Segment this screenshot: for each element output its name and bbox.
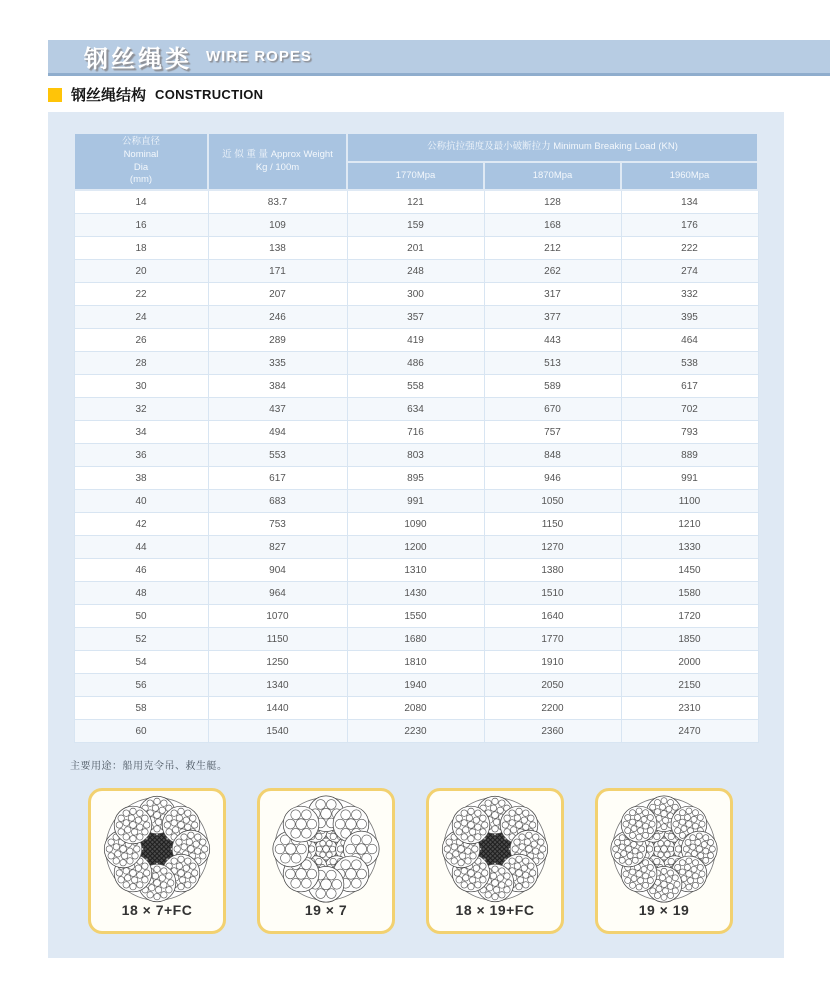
section-header [48, 84, 263, 105]
cell-mbl-1870: 757 [484, 421, 621, 444]
cell-mbl-1770: 991 [347, 490, 484, 513]
rope-cross-section-image [440, 794, 550, 904]
table-row [74, 444, 758, 467]
rope-cross-section-image [609, 794, 719, 904]
cell-mbl-1960: 222 [621, 237, 758, 260]
rope-card [88, 788, 226, 934]
cell-weight: 83.7 [208, 190, 347, 214]
table-row [74, 190, 758, 214]
cell-mbl-1870: 946 [484, 467, 621, 490]
cell-weight: 683 [208, 490, 347, 513]
cell-dia: 22 [74, 283, 208, 306]
table-row [74, 559, 758, 582]
cell-mbl-1870: 1510 [484, 582, 621, 605]
table-row [74, 674, 758, 697]
rope-cross-section-image [102, 794, 212, 904]
cell-mbl-1870: 1910 [484, 651, 621, 674]
cell-mbl-1770: 2230 [347, 720, 484, 743]
cell-dia: 54 [74, 651, 208, 674]
table-row [74, 352, 758, 375]
col1-line3: Dia [133, 161, 149, 173]
cell-mbl-1770: 248 [347, 260, 484, 283]
cell-mbl-1770: 121 [347, 190, 484, 214]
cell-mbl-1770: 1680 [347, 628, 484, 651]
cell-mbl-1870: 1640 [484, 605, 621, 628]
table-row [74, 467, 758, 490]
page-title-zh: 钢丝绳类 [84, 46, 192, 73]
cell-mbl-1960: 1100 [621, 490, 758, 513]
cell-weight: 904 [208, 559, 347, 582]
cell-mbl-1960: 332 [621, 283, 758, 306]
cell-weight: 753 [208, 513, 347, 536]
cell-mbl-1870: 1270 [484, 536, 621, 559]
section-title-zh: 钢丝绳结构 [71, 87, 147, 104]
table-row [74, 582, 758, 605]
cell-mbl-1770: 159 [347, 214, 484, 237]
cell-mbl-1870: 262 [484, 260, 621, 283]
cell-dia: 42 [74, 513, 208, 536]
cell-mbl-1960: 2150 [621, 674, 758, 697]
cell-mbl-1770: 1310 [347, 559, 484, 582]
cell-mbl-1770: 2080 [347, 697, 484, 720]
cell-weight: 1070 [208, 605, 347, 628]
cell-mbl-1870: 2050 [484, 674, 621, 697]
table-row [74, 697, 758, 720]
cell-mbl-1960: 1330 [621, 536, 758, 559]
cell-dia: 50 [74, 605, 208, 628]
page-banner [48, 40, 830, 76]
col-header-nominal-dia [74, 133, 208, 190]
rope-cross-section-image [271, 794, 381, 904]
cell-weight: 617 [208, 467, 347, 490]
table-row [74, 260, 758, 283]
cell-mbl-1960: 134 [621, 190, 758, 214]
table-row [74, 329, 758, 352]
cell-mbl-1870: 513 [484, 352, 621, 375]
col1-line4: (mm) [129, 174, 153, 186]
cell-mbl-1960: 1580 [621, 582, 758, 605]
col-header-1770mpa: 1770Mpa [347, 162, 484, 191]
cell-weight: 384 [208, 375, 347, 398]
cell-mbl-1870: 848 [484, 444, 621, 467]
cell-mbl-1870: 670 [484, 398, 621, 421]
cell-weight: 1440 [208, 697, 347, 720]
table-row [74, 513, 758, 536]
cell-mbl-1770: 803 [347, 444, 484, 467]
section-title-en: CONSTRUCTION [155, 87, 264, 102]
cell-mbl-1960: 991 [621, 467, 758, 490]
cell-mbl-1870: 1770 [484, 628, 621, 651]
table-row [74, 398, 758, 421]
table-row [74, 536, 758, 559]
cell-dia: 52 [74, 628, 208, 651]
col1-line1: 公称直径 [121, 136, 160, 147]
cell-mbl-1960: 617 [621, 375, 758, 398]
cell-mbl-1770: 895 [347, 467, 484, 490]
cell-mbl-1870: 168 [484, 214, 621, 237]
col-header-1870mpa: 1870Mpa [484, 162, 621, 191]
cell-dia: 16 [74, 214, 208, 237]
col2-line1: 近 似 重 量 Approx Weight [222, 148, 333, 160]
cell-dia: 18 [74, 237, 208, 260]
cell-mbl-1770: 1090 [347, 513, 484, 536]
cell-mbl-1770: 1810 [347, 651, 484, 674]
table-row [74, 720, 758, 743]
rope-type-label: 19 × 19 [638, 902, 690, 918]
cell-dia: 46 [74, 559, 208, 582]
rope-type-label: 18 × 19+FC [455, 902, 535, 918]
cell-dia: 26 [74, 329, 208, 352]
cell-dia: 56 [74, 674, 208, 697]
cell-weight: 494 [208, 421, 347, 444]
cell-mbl-1960: 702 [621, 398, 758, 421]
cell-weight: 1250 [208, 651, 347, 674]
cell-weight: 138 [208, 237, 347, 260]
table-row [74, 421, 758, 444]
table-row [74, 628, 758, 651]
yellow-square-icon [48, 88, 62, 102]
cell-dia: 20 [74, 260, 208, 283]
cell-mbl-1960: 2470 [621, 720, 758, 743]
table-row [74, 375, 758, 398]
cell-mbl-1870: 2200 [484, 697, 621, 720]
cell-weight: 1540 [208, 720, 347, 743]
cell-mbl-1960: 1850 [621, 628, 758, 651]
usage-note: 主要用途：船用克令吊、救生艇。 [70, 761, 228, 772]
cell-mbl-1870: 1150 [484, 513, 621, 536]
cell-weight: 246 [208, 306, 347, 329]
cell-mbl-1770: 357 [347, 306, 484, 329]
content-panel [48, 112, 784, 958]
col1-line2: Nominal [123, 148, 159, 160]
cell-weight: 964 [208, 582, 347, 605]
cell-mbl-1870: 317 [484, 283, 621, 306]
cell-dia: 24 [74, 306, 208, 329]
cell-mbl-1770: 1550 [347, 605, 484, 628]
cell-dia: 28 [74, 352, 208, 375]
rope-type-label: 19 × 7 [304, 902, 348, 918]
cell-mbl-1770: 201 [347, 237, 484, 260]
table-row [74, 651, 758, 674]
cell-dia: 34 [74, 421, 208, 444]
page-title-en: WIRE ROPES [206, 48, 312, 65]
cell-dia: 40 [74, 490, 208, 513]
col-header-breaking-load-group: 公称抗拉强度及最小破断拉力 Minimum Breaking Load (KN) [347, 133, 758, 162]
cell-dia: 38 [74, 467, 208, 490]
cell-dia: 32 [74, 398, 208, 421]
table-row [74, 283, 758, 306]
cell-mbl-1960: 464 [621, 329, 758, 352]
cell-weight: 289 [208, 329, 347, 352]
table-row [74, 490, 758, 513]
cell-dia: 60 [74, 720, 208, 743]
col-header-1960mpa: 1960Mpa [621, 162, 758, 191]
col-header-approx-weight [208, 133, 347, 190]
cell-mbl-1960: 538 [621, 352, 758, 375]
cell-mbl-1770: 300 [347, 283, 484, 306]
rope-card [257, 788, 395, 934]
cell-mbl-1960: 1720 [621, 605, 758, 628]
cell-mbl-1870: 443 [484, 329, 621, 352]
cell-mbl-1870: 128 [484, 190, 621, 214]
cell-mbl-1770: 716 [347, 421, 484, 444]
cell-weight: 335 [208, 352, 347, 375]
cell-mbl-1770: 634 [347, 398, 484, 421]
cell-weight: 207 [208, 283, 347, 306]
table-row [74, 306, 758, 329]
cell-weight: 171 [208, 260, 347, 283]
col2-line2: Kg / 100m [255, 161, 300, 173]
cell-mbl-1770: 419 [347, 329, 484, 352]
table-row [74, 237, 758, 260]
cell-weight: 827 [208, 536, 347, 559]
cell-weight: 437 [208, 398, 347, 421]
cell-dia: 14 [74, 190, 208, 214]
rope-card [595, 788, 733, 934]
cell-mbl-1960: 2000 [621, 651, 758, 674]
cell-mbl-1960: 395 [621, 306, 758, 329]
cell-mbl-1870: 212 [484, 237, 621, 260]
rope-type-label: 18 × 7+FC [121, 902, 193, 918]
table-row [74, 214, 758, 237]
cell-weight: 1150 [208, 628, 347, 651]
cell-weight: 109 [208, 214, 347, 237]
cell-weight: 1340 [208, 674, 347, 697]
cell-mbl-1960: 1450 [621, 559, 758, 582]
cell-mbl-1960: 2310 [621, 697, 758, 720]
cell-dia: 30 [74, 375, 208, 398]
cell-dia: 36 [74, 444, 208, 467]
cell-dia: 44 [74, 536, 208, 559]
cell-mbl-1770: 486 [347, 352, 484, 375]
cell-mbl-1770: 558 [347, 375, 484, 398]
cell-mbl-1870: 1380 [484, 559, 621, 582]
cell-mbl-1770: 1430 [347, 582, 484, 605]
cell-mbl-1960: 176 [621, 214, 758, 237]
cell-dia: 58 [74, 697, 208, 720]
cell-mbl-1960: 793 [621, 421, 758, 444]
rope-construction-cards [88, 788, 733, 934]
cell-mbl-1960: 274 [621, 260, 758, 283]
cell-mbl-1770: 1200 [347, 536, 484, 559]
cell-mbl-1870: 589 [484, 375, 621, 398]
cell-mbl-1870: 377 [484, 306, 621, 329]
table-row [74, 605, 758, 628]
rope-card [426, 788, 564, 934]
cell-mbl-1960: 1210 [621, 513, 758, 536]
cell-mbl-1870: 1050 [484, 490, 621, 513]
cell-dia: 48 [74, 582, 208, 605]
spec-table [73, 132, 759, 743]
cell-mbl-1960: 889 [621, 444, 758, 467]
cell-mbl-1870: 2360 [484, 720, 621, 743]
cell-mbl-1770: 1940 [347, 674, 484, 697]
cell-weight: 553 [208, 444, 347, 467]
table-header-row-1 [74, 133, 758, 162]
